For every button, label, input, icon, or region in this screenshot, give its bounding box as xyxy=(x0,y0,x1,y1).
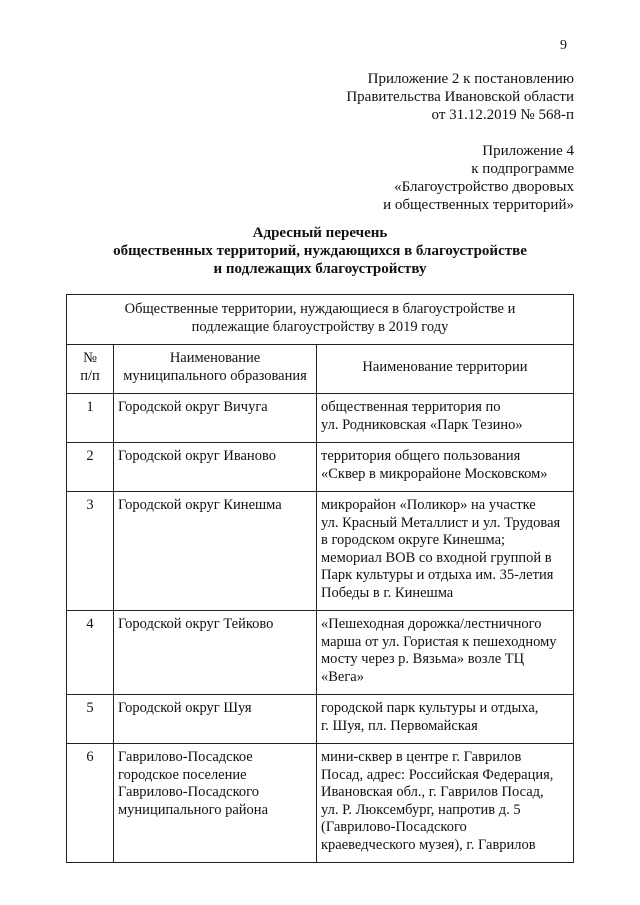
header-territory: Наименование территории xyxy=(317,345,574,394)
territory-line: марша от ул. Гористая к пешеходному xyxy=(321,633,557,650)
municipality-line: Городской округ Тейково xyxy=(118,616,274,632)
table-row xyxy=(67,695,574,744)
territory-line: городской парк культуры и отдыха, xyxy=(321,700,539,716)
row-number: 2 xyxy=(67,443,114,492)
territory-line: краеведческого музея), г. Гаврилов xyxy=(321,836,536,853)
row-territory xyxy=(317,611,574,695)
row-number: 1 xyxy=(67,394,114,443)
row-municipality xyxy=(114,744,317,863)
territory-line: Ивановская обл., г. Гаврилов Посад, xyxy=(321,784,544,800)
table-caption xyxy=(67,295,574,345)
appendix-reference-sub xyxy=(383,142,574,214)
territory-line: мини-сквер в центре г. Гаврилов xyxy=(321,749,522,765)
municipality-line: Городской округ Вичуга xyxy=(118,399,268,415)
territory-line: мемориал ВОВ со входной группой в xyxy=(321,549,552,566)
appendix-line: Приложение 4 xyxy=(482,143,574,159)
row-municipality xyxy=(114,443,317,492)
header-line: муниципального образования xyxy=(123,367,307,384)
row-territory xyxy=(317,744,574,863)
territory-line: ул. Красный Металлист и ул. Трудовая xyxy=(321,514,561,531)
municipality-line: Городской округ Иваново xyxy=(118,448,276,464)
document-title xyxy=(66,224,574,278)
table-row xyxy=(67,443,574,492)
row-number: 6 xyxy=(67,744,114,863)
header-line: Наименование xyxy=(169,350,261,366)
table-row xyxy=(67,492,574,611)
territory-line: г. Шуя, пл. Первомайская xyxy=(321,717,478,734)
territories-table xyxy=(66,294,574,863)
territory-line: общественная территория по xyxy=(321,399,501,415)
territory-line: (Гаврилово-Посадского xyxy=(321,819,467,835)
municipality-line: Гаврилово-Посадское xyxy=(118,749,253,765)
row-territory xyxy=(317,695,574,744)
territory-line: мосту через р. Вязьма» возле ТЦ xyxy=(321,651,525,667)
row-territory xyxy=(317,443,574,492)
territory-line: Победы в г. Кинешма xyxy=(321,584,454,601)
row-municipality xyxy=(114,492,317,611)
row-municipality xyxy=(114,394,317,443)
title-line: общественных территорий, нуждающихся в благоустройстве xyxy=(113,243,527,259)
table-caption-row xyxy=(67,295,574,345)
territory-line: ул. Родниковская «Парк Тезино» xyxy=(321,416,523,433)
territory-line: «Сквер в микрорайоне Московском» xyxy=(321,465,548,482)
territory-line: Парк культуры и отдыха им. 35-летия xyxy=(321,567,554,583)
header-line: № xyxy=(83,350,97,366)
caption-line: Общественные территории, нуждающиеся в благоустройстве и xyxy=(124,301,516,317)
header-line: п/п xyxy=(80,367,100,384)
territory-line: ул. Р. Люксембург, напротив д. 5 xyxy=(321,801,521,818)
header-number xyxy=(67,345,114,394)
header-municipality xyxy=(114,345,317,394)
caption-line: подлежащие благоустройству в 2019 году xyxy=(191,318,449,335)
territory-line: Посад, адрес: Российская Федерация, xyxy=(321,766,554,783)
territory-line: в городском округе Кинешма; xyxy=(321,532,506,548)
territory-line: «Пешеходная дорожка/лестничного xyxy=(321,616,542,632)
row-territory xyxy=(317,394,574,443)
table-row xyxy=(67,611,574,695)
title-line: и подлежащих благоустройству xyxy=(213,261,427,277)
row-number: 5 xyxy=(67,695,114,744)
table-row xyxy=(67,744,574,863)
row-territory xyxy=(317,492,574,611)
title-line: Адресный перечень xyxy=(252,225,388,241)
appendix-line: «Благоустройство дворовых xyxy=(394,179,574,195)
appendix-line: Приложение 2 к постановлению xyxy=(367,71,574,87)
territory-line: территория общего пользования xyxy=(321,448,521,464)
appendix-line: от 31.12.2019 № 568-п xyxy=(431,107,574,123)
municipality-line: Гаврилово-Посадского xyxy=(118,784,259,800)
row-municipality xyxy=(114,695,317,744)
appendix-line: к подпрограмме xyxy=(471,161,574,177)
municipality-line: Городской округ Шуя xyxy=(118,700,252,716)
row-municipality xyxy=(114,611,317,695)
territory-line: «Вега» xyxy=(321,668,364,685)
appendix-reference-main xyxy=(346,70,574,124)
table-row xyxy=(67,394,574,443)
table-header-row xyxy=(67,345,574,394)
municipality-line: муниципального района xyxy=(118,801,268,818)
row-number: 3 xyxy=(67,492,114,611)
municipality-line: городское поселение xyxy=(118,766,247,783)
appendix-line: Правительства Ивановской области xyxy=(346,89,574,105)
municipality-line: Городской округ Кинешма xyxy=(118,497,282,513)
appendix-line: и общественных территорий» xyxy=(383,197,574,213)
territory-line: микрорайон «Поликор» на участке xyxy=(321,497,536,513)
row-number: 4 xyxy=(67,611,114,695)
page-number: 9 xyxy=(560,38,567,53)
